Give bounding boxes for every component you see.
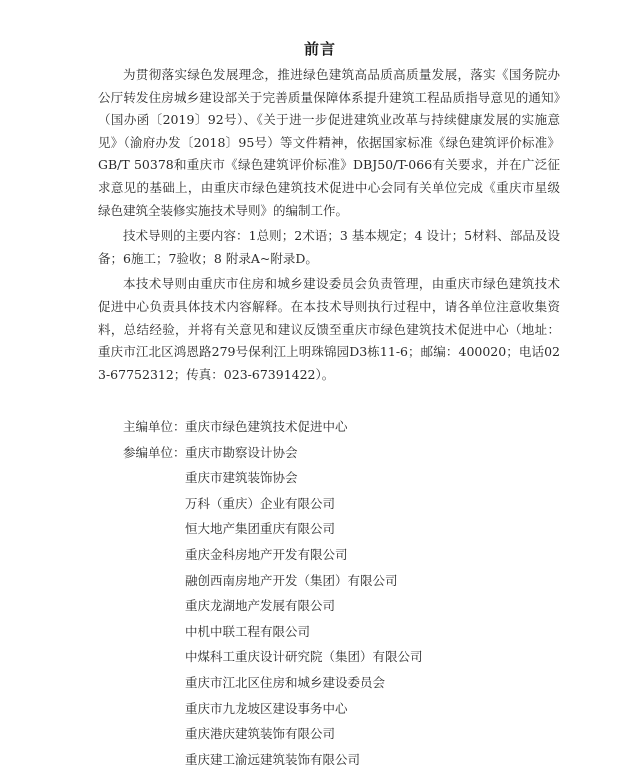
participating-unit-row [123, 747, 563, 773]
chief-editor-name: 重庆市绿色建筑技术促进中心 [185, 419, 348, 434]
participating-unit-row [123, 670, 563, 696]
participating-unit: 恒大地产集团重庆有限公司 [185, 521, 336, 537]
participating-unit: 重庆市勘察设计协会 [185, 444, 298, 460]
preface-body [98, 64, 560, 389]
participating-unit: 重庆龙湖地产发展有限公司 [185, 598, 336, 614]
chief-editor-row [123, 414, 563, 440]
participating-unit: 万科（重庆）企业有限公司 [185, 495, 336, 511]
participating-unit-row [123, 440, 563, 466]
participating-unit: 重庆建工渝远建筑装饰有限公司 [185, 751, 361, 767]
participating-unit-row [123, 542, 563, 568]
participating-unit-row [123, 593, 563, 619]
participating-label: 参编单位： [123, 444, 186, 460]
participating-unit: 重庆金科房地产开发有限公司 [185, 546, 348, 562]
participating-unit: 重庆市建筑装饰协会 [185, 470, 298, 486]
participating-unit: 中煤科工重庆设计研究院（集团）有限公司 [185, 649, 423, 665]
participating-unit: 中机中联工程有限公司 [185, 623, 311, 639]
participating-unit: 重庆市九龙坡区建设事务中心 [185, 700, 348, 716]
participating-unit-row [123, 619, 563, 645]
participating-unit-row [123, 491, 563, 517]
participating-unit-row [123, 644, 563, 670]
participating-unit: 融创西南房地产开发（集团）有限公司 [185, 572, 398, 588]
participating-unit-row [123, 516, 563, 542]
participating-unit-row [123, 465, 563, 491]
chief-editor-label: 主编单位： [123, 419, 186, 434]
editing-units [123, 414, 563, 772]
participating-unit-row [123, 568, 563, 594]
participating-unit: 重庆港庆建筑装饰有限公司 [185, 726, 336, 742]
participating-unit: 重庆市江北区住房和城乡建设委员会 [185, 674, 386, 690]
paragraph-purpose: 为贯彻落实绿色发展理念，推进绿色建筑高品质高质量发展，落实《国务院办公厅转发住房城乡建设部关于完善质量保障体系提升建筑工程品质指导意见的通知》（国办函〔2019〕92号）、《关于进一步促进建筑业改革与持续健康发展的实施意见》（渝府办发〔2018〕95号）等文件精神，依据国家标准《绿色建筑评价标准》GB/T 50378和重庆市《绿色建筑评价标准》DBJ50/T-066有关要求，并在广泛征求意见的基础上，由重庆市绿色建筑技术促进中心会同有关单位完成《重庆市星级绿色建筑全装修实施技术导则》的编制工作。 [98, 67, 560, 218]
paragraph-management: 本技术导则由重庆市住房和城乡建设委员会负责管理，由重庆市绿色建筑技术促进中心负责具体技术内容解释。在本技术导则执行过程中，请各单位注意收集资料，总结经验，并将有关意见和建议反馈至重庆市绿色建筑技术促进中心（地址：重庆市江北区鸿恩路279号保利江上明珠锦园D3栋11-6；邮编：400020；电话023-67752312；传真：023-67391422）。 [98, 276, 560, 382]
page-title: 前言 [303, 40, 336, 58]
participating-unit-row [123, 696, 563, 722]
participating-unit-row [123, 721, 563, 747]
paragraph-contents: 技术导则的主要内容：1总则；2术语；3 基本规定；4 设计；5材料、部品及设备；6施工；7验收；8 附录A~附录D。 [98, 228, 560, 266]
